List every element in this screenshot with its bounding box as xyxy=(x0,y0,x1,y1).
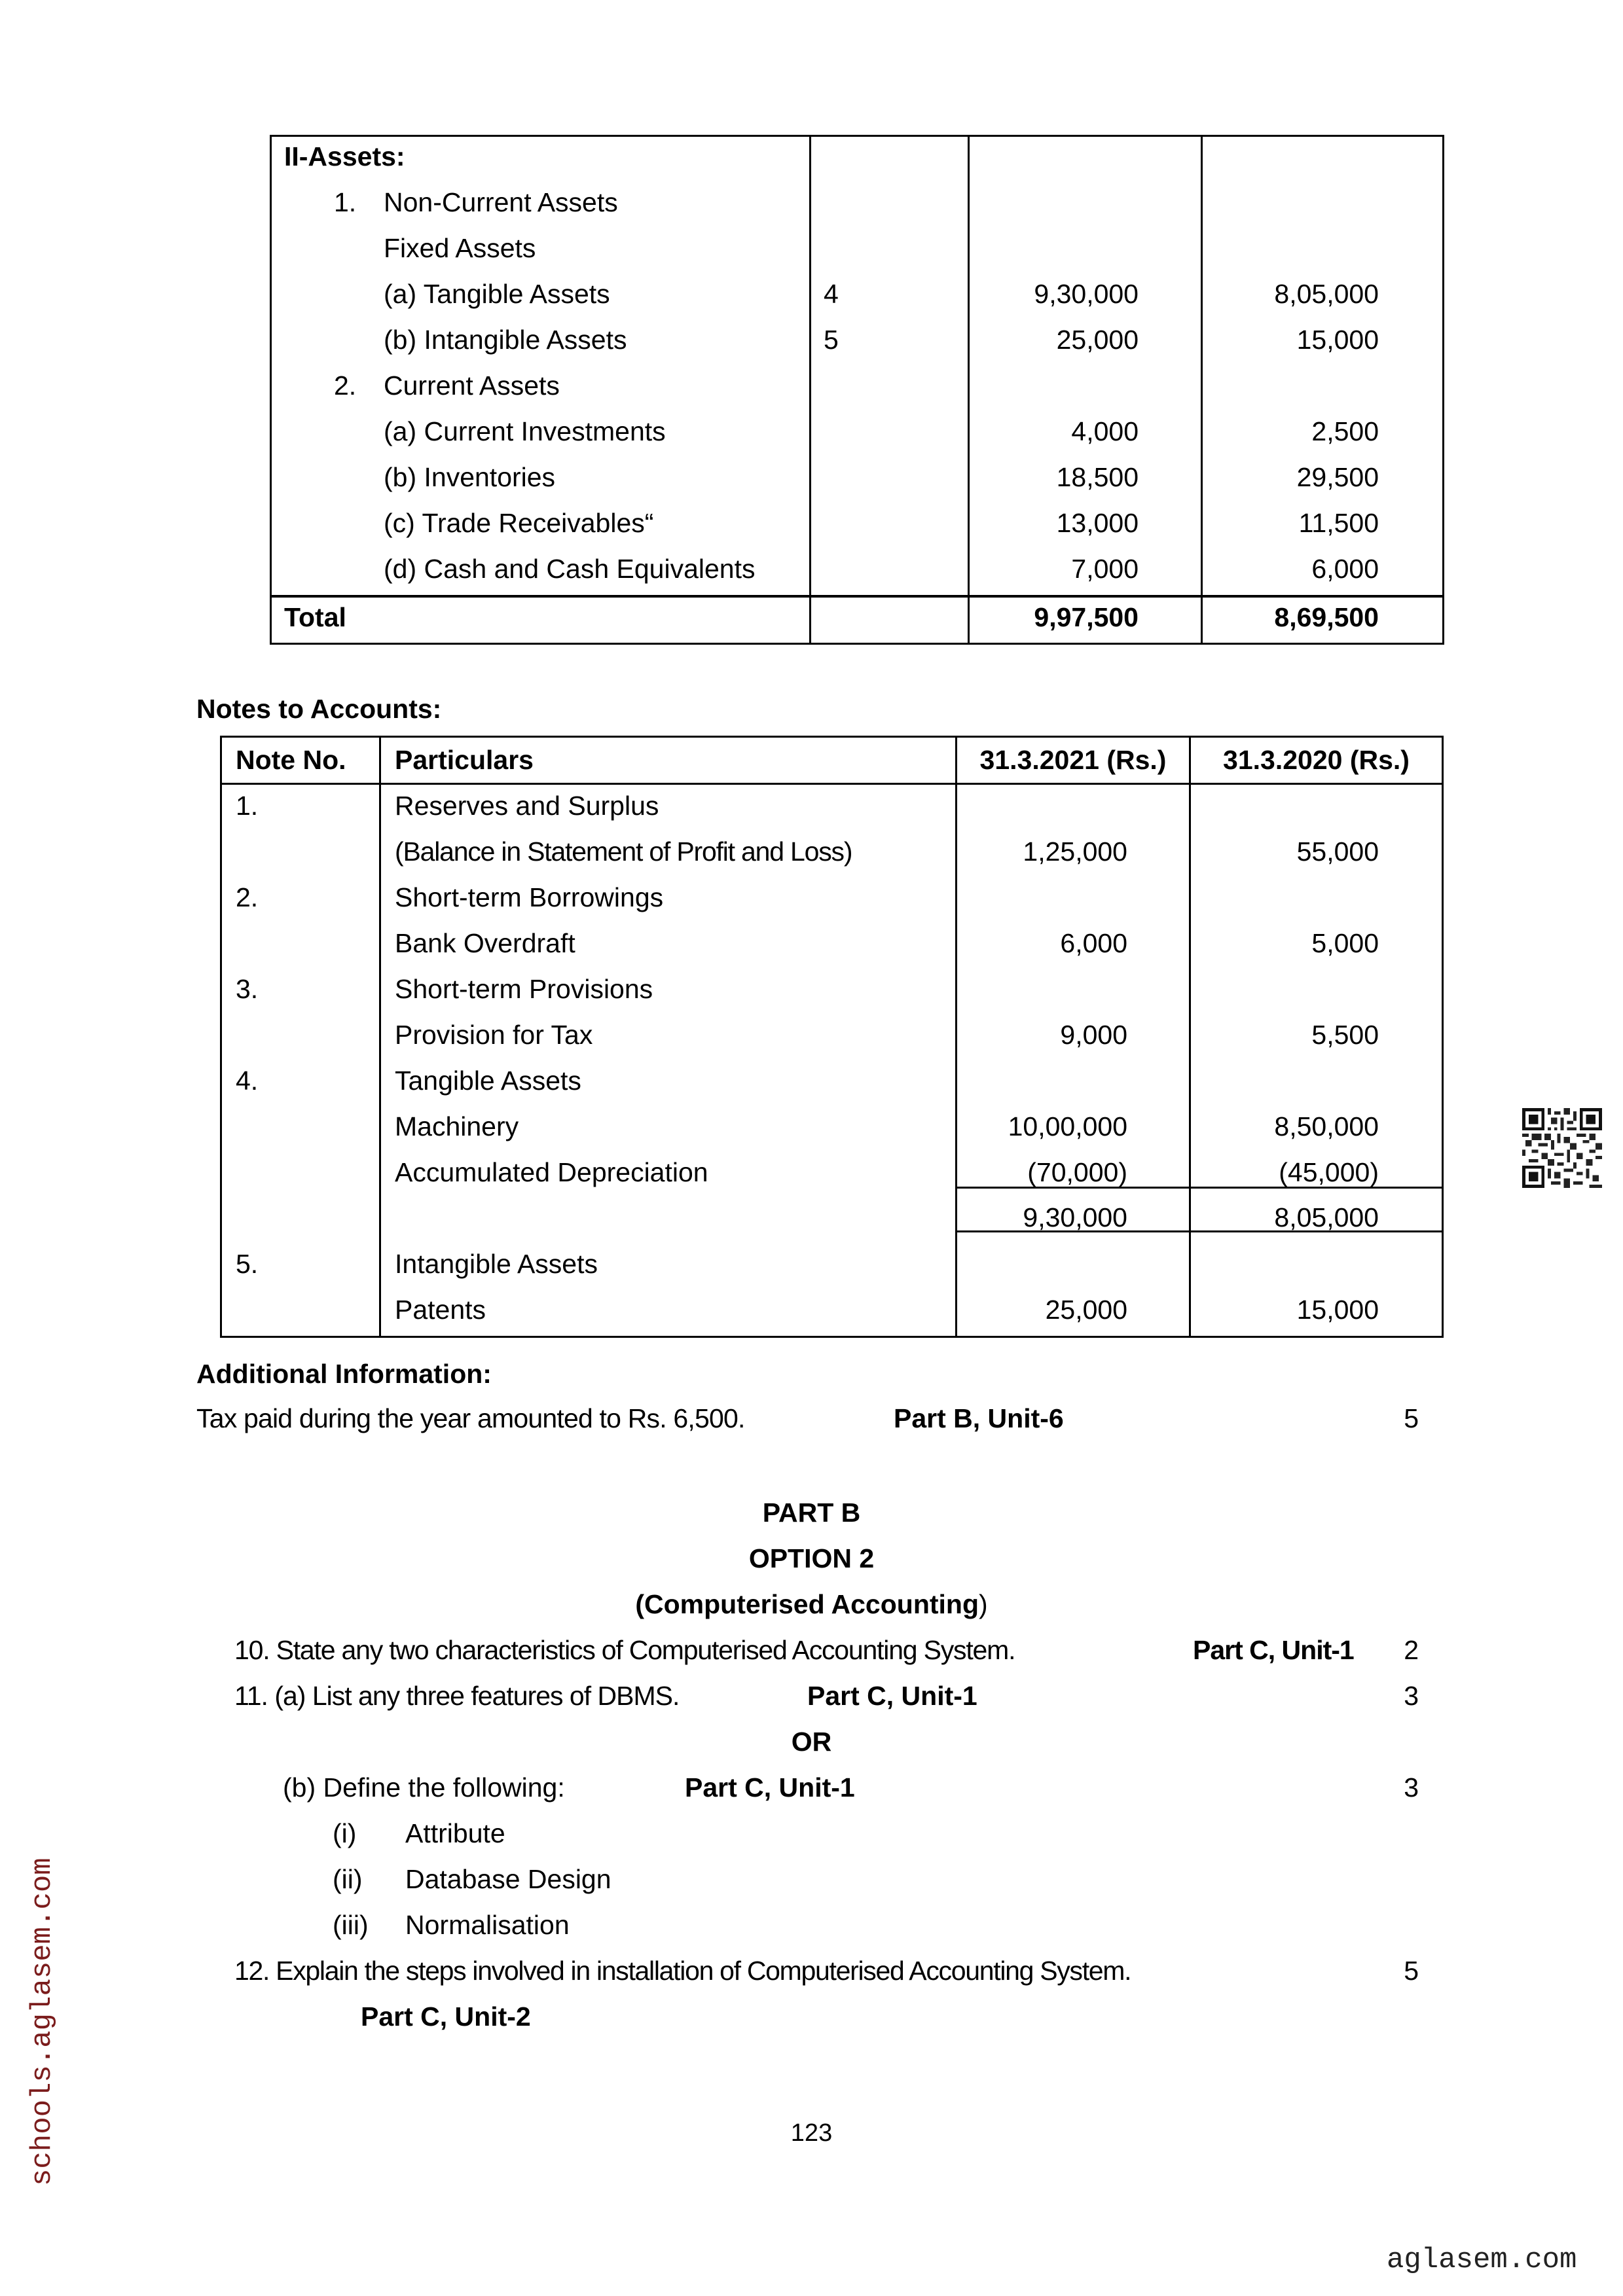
question-11b-item-text: Attribute xyxy=(405,1818,505,1848)
notes-row-current-year: 1,25,000 xyxy=(1023,836,1127,867)
assets-row-note: 5 xyxy=(824,325,839,355)
notes-row-current-year: 10,00,000 xyxy=(1008,1111,1127,1141)
part-b-subtitle-text: (Computerised Accounting xyxy=(635,1589,979,1619)
notes-row-particular: Intangible Assets xyxy=(395,1249,598,1279)
notes-row-particular: Accumulated Depreciation xyxy=(395,1157,708,1187)
page-number: 123 xyxy=(790,2119,833,2147)
question-12-reference: Part C, Unit-2 xyxy=(361,2001,531,2032)
notes-row-previous-year: 5,500 xyxy=(1311,1020,1379,1050)
notes-row-particular: Bank Overdraft xyxy=(395,928,575,958)
part-b-title: PART B xyxy=(762,1498,861,1528)
notes-row-no: 5. xyxy=(236,1249,259,1279)
notes-header-note-no: Note No. xyxy=(236,745,346,775)
assets-section-label: II-Assets: xyxy=(284,141,405,171)
notes-row-no: 2. xyxy=(236,882,259,912)
question-11-or: OR xyxy=(791,1727,832,1757)
question-12-marks: 5 xyxy=(1404,1956,1419,1986)
assets-row-label: Non-Current Assets xyxy=(384,187,618,217)
notes-row-particular: (Balance in Statement of Profit and Loss) xyxy=(395,836,852,867)
notes-row-no: 4. xyxy=(236,1066,259,1096)
notes-row-particular: Short-term Provisions xyxy=(395,974,653,1004)
assets-row-label: (d) Cash and Cash Equivalents xyxy=(384,554,756,584)
notes-row-previous-year: (45,000) xyxy=(1279,1157,1379,1187)
notes-row-particular: Tangible Assets xyxy=(395,1066,581,1096)
assets-row-previous-year: 8,05,000 xyxy=(1274,279,1379,309)
watermark-corner: aglasem.com xyxy=(1387,2244,1577,2276)
assets-row-current-year: 13,000 xyxy=(1056,508,1139,538)
question-10-reference: Part C, Unit-1 xyxy=(1193,1635,1354,1665)
notes-row-subtotal-previous-year: 8,05,000 xyxy=(1274,1202,1379,1232)
part-b-option: OPTION 2 xyxy=(748,1543,875,1573)
question-11b-reference: Part C, Unit-1 xyxy=(685,1772,855,1803)
qr-code-icon xyxy=(1522,1108,1602,1188)
assets-row-label: Current Assets xyxy=(384,370,560,401)
question-11b-item-num: (i) xyxy=(333,1818,357,1848)
assets-row-current-year: 18,500 xyxy=(1056,462,1139,492)
notes-row-previous-year: 5,000 xyxy=(1311,928,1379,958)
notes-header-previous-year: 31.3.2020 (Rs.) xyxy=(1223,745,1410,775)
question-11b-item-text: Normalisation xyxy=(405,1910,570,1940)
notes-row-current-year: 25,000 xyxy=(1045,1295,1127,1325)
question-11b-marks: 3 xyxy=(1404,1772,1419,1803)
assets-row-label: (a) Tangible Assets xyxy=(384,279,610,309)
additional-info-heading: Additional Information: xyxy=(196,1359,492,1389)
assets-row-num: 1. xyxy=(334,187,357,217)
notes-row-previous-year: 8,50,000 xyxy=(1274,1111,1379,1141)
notes-row-no: 1. xyxy=(236,791,259,821)
notes-row-particular: Reserves and Surplus xyxy=(395,791,659,821)
notes-row-previous-year: 15,000 xyxy=(1296,1295,1379,1325)
notes-heading: Notes to Accounts: xyxy=(196,694,442,724)
assets-row-previous-year: 2,500 xyxy=(1311,416,1379,446)
assets-row-previous-year: 15,000 xyxy=(1296,325,1379,355)
assets-total-previous-year: 8,69,500 xyxy=(1274,602,1379,632)
assets-row-current-year: 4,000 xyxy=(1071,416,1139,446)
watermark-side: schools.aglasem.com xyxy=(26,1857,59,2186)
question-11a-reference: Part C, Unit-1 xyxy=(807,1681,977,1711)
assets-row-label: (c) Trade Receivables“ xyxy=(384,508,654,538)
assets-total-separator xyxy=(270,595,1444,598)
notes-row-current-year: 6,000 xyxy=(1060,928,1127,958)
question-11a-marks: 3 xyxy=(1404,1681,1419,1711)
notes-row-particular: Short-term Borrowings xyxy=(395,882,664,912)
notes-row-current-year: (70,000) xyxy=(1027,1157,1127,1187)
assets-row-label: (b) Intangible Assets xyxy=(384,325,627,355)
notes-row-no: 3. xyxy=(236,974,259,1004)
part-b-subtitle xyxy=(0,1588,1623,1621)
notes-header-current-year: 31.3.2021 (Rs.) xyxy=(979,745,1167,775)
assets-total-label: Total xyxy=(284,602,346,632)
assets-row-previous-year: 29,500 xyxy=(1296,462,1379,492)
additional-info-text: Tax paid during the year amounted to Rs. 6,500. xyxy=(196,1403,745,1433)
question-10-marks: 2 xyxy=(1404,1635,1419,1665)
question-11b-text: (b) Define the following: xyxy=(283,1772,565,1803)
assets-row-current-year: 9,30,000 xyxy=(1034,279,1139,309)
notes-row-previous-year: 55,000 xyxy=(1296,836,1379,867)
question-11a-text: 11. (a) List any three features of DBMS. xyxy=(234,1681,680,1711)
question-11b-item-num: (ii) xyxy=(333,1864,363,1894)
notes-row-particular: Machinery xyxy=(395,1111,519,1141)
question-11b-item-text: Database Design xyxy=(405,1864,611,1894)
question-11b-item-num: (iii) xyxy=(333,1910,369,1940)
notes-row-current-year: 9,000 xyxy=(1060,1020,1127,1050)
assets-row-note: 4 xyxy=(824,279,839,309)
notes-row-subtotal-current-year: 9,30,000 xyxy=(1023,1202,1127,1232)
assets-row-num: 2. xyxy=(334,370,357,401)
notes-header-particulars: Particulars xyxy=(395,745,534,775)
assets-row-label: (b) Inventories xyxy=(384,462,556,492)
additional-info-reference: Part B, Unit-6 xyxy=(894,1403,1064,1433)
assets-total-current-year: 9,97,500 xyxy=(1034,602,1139,632)
assets-row-current-year: 7,000 xyxy=(1071,554,1139,584)
additional-info-marks: 5 xyxy=(1404,1403,1419,1433)
assets-row-current-year: 25,000 xyxy=(1056,325,1139,355)
question-10-text: 10. State any two characteristics of Computerised Accounting System. xyxy=(234,1635,1015,1665)
assets-row-previous-year: 11,500 xyxy=(1298,508,1379,538)
notes-col-divider-1 xyxy=(379,736,381,1338)
notes-header-separator xyxy=(220,783,1444,785)
notes-row-particular: Patents xyxy=(395,1295,486,1325)
assets-row-label: Fixed Assets xyxy=(384,233,536,263)
assets-row-label: (a) Current Investments xyxy=(384,416,666,446)
assets-row-previous-year: 6,000 xyxy=(1311,554,1379,584)
assets-col-divider-1 xyxy=(809,135,811,645)
part-b-subtitle-close: ) xyxy=(979,1589,988,1619)
notes-row-particular: Provision for Tax xyxy=(395,1020,593,1050)
question-12-text: 12. Explain the steps involved in installation of Computerised Accounting System. xyxy=(234,1956,1131,1986)
